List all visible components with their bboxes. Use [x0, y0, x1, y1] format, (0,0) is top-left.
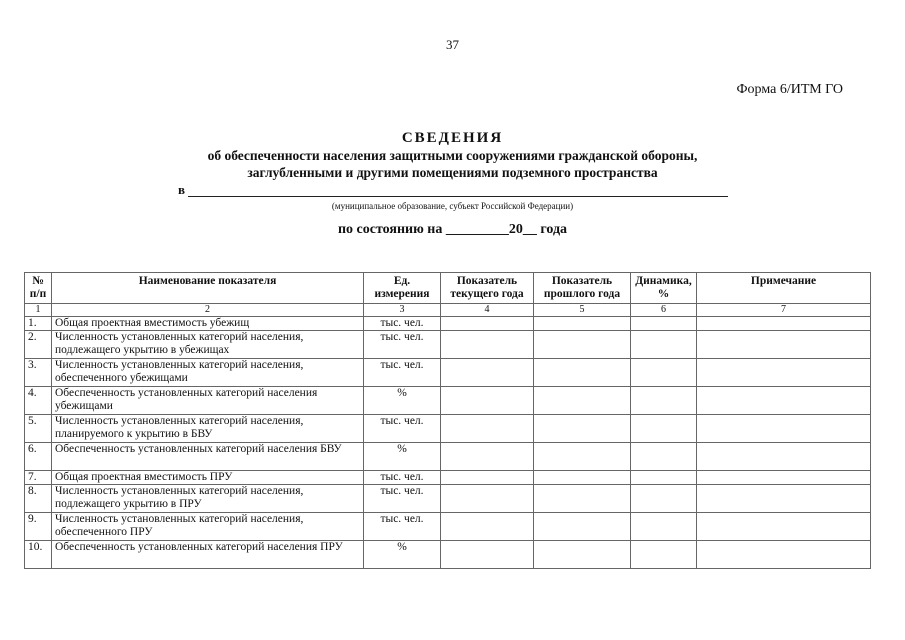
note-cell	[697, 485, 871, 513]
dynamics-cell	[631, 471, 697, 485]
row-name: Численность установленных категорий населения, планируемого к укрытию в БВУ	[52, 415, 364, 443]
previous-year-cell	[534, 485, 631, 513]
row-unit: тыс. чел.	[364, 415, 441, 443]
table-row	[25, 415, 871, 443]
row-number: 4.	[25, 387, 52, 415]
dynamics-cell	[631, 359, 697, 387]
current-year-cell	[441, 541, 534, 569]
column-number: 5	[534, 304, 631, 317]
header-current-year: Показатель текущего года	[441, 273, 534, 304]
note-cell	[697, 513, 871, 541]
current-year-cell	[441, 513, 534, 541]
row-name: Общая проектная вместимость ПРУ	[52, 471, 364, 485]
header-name: Наименование показателя	[52, 273, 364, 304]
row-number: 1.	[25, 317, 52, 331]
dynamics-cell	[631, 443, 697, 471]
row-name: Численность установленных категорий населения, обеспеченного ПРУ	[52, 513, 364, 541]
territory-blank-line	[188, 196, 728, 197]
row-unit: тыс. чел.	[364, 359, 441, 387]
territory-caption: (муниципальное образование, субъект Российской Федерации)	[331, 201, 574, 211]
row-unit: %	[364, 541, 441, 569]
as-of-date: по состоянию на _________20__ года	[337, 222, 568, 237]
row-number: 8.	[25, 485, 52, 513]
row-unit: %	[364, 443, 441, 471]
table-row	[25, 387, 871, 415]
row-name: Численность установленных категорий населения, подлежащего укрытию в убежищах	[52, 331, 364, 359]
previous-year-cell	[534, 471, 631, 485]
row-unit: тыс. чел.	[364, 331, 441, 359]
header-unit: Ед. измерения	[364, 273, 441, 304]
previous-year-cell	[534, 415, 631, 443]
note-cell	[697, 541, 871, 569]
note-cell	[697, 415, 871, 443]
previous-year-cell	[534, 541, 631, 569]
current-year-cell	[441, 387, 534, 415]
row-unit: тыс. чел.	[364, 485, 441, 513]
column-number: 6	[631, 304, 697, 317]
previous-year-cell	[534, 359, 631, 387]
previous-year-cell	[534, 387, 631, 415]
current-year-cell	[441, 359, 534, 387]
row-name: Численность установленных категорий населения, подлежащего укрытию в ПРУ	[52, 485, 364, 513]
dynamics-cell	[631, 485, 697, 513]
document-title: СВЕДЕНИЯ	[401, 130, 504, 146]
table-row	[25, 471, 871, 485]
header-previous-year: Показатель прошлого года	[534, 273, 631, 304]
row-unit: %	[364, 387, 441, 415]
header-num: № п/п	[25, 273, 52, 304]
row-number: 9.	[25, 513, 52, 541]
row-number: 6.	[25, 443, 52, 471]
note-cell	[697, 317, 871, 331]
header-dynamics: Динамика, %	[631, 273, 697, 304]
dynamics-cell	[631, 317, 697, 331]
page-number: 37	[446, 37, 459, 52]
dynamics-cell	[631, 513, 697, 541]
previous-year-cell	[534, 443, 631, 471]
territory-prefix: в	[178, 182, 186, 197]
previous-year-cell	[534, 317, 631, 331]
previous-year-cell	[534, 331, 631, 359]
indicators-table	[24, 272, 871, 569]
header-note: Примечание	[697, 273, 871, 304]
current-year-cell	[441, 443, 534, 471]
territory-line	[178, 182, 738, 200]
table-row	[25, 317, 871, 331]
table-row	[25, 513, 871, 541]
column-number: 2	[52, 304, 364, 317]
current-year-cell	[441, 471, 534, 485]
column-number: 1	[25, 304, 52, 317]
row-name: Обеспеченность установленных категорий населения БВУ	[52, 443, 364, 471]
row-number: 2.	[25, 331, 52, 359]
row-number: 3.	[25, 359, 52, 387]
dynamics-cell	[631, 415, 697, 443]
form-id: Форма 6/ИТМ ГО	[736, 82, 843, 97]
current-year-cell	[441, 485, 534, 513]
column-number: 4	[441, 304, 534, 317]
row-name: Численность установленных категорий населения, обеспеченного убежищами	[52, 359, 364, 387]
row-name: Общая проектная вместимость убежищ	[52, 317, 364, 331]
table-row	[25, 331, 871, 359]
row-number: 10.	[25, 541, 52, 569]
subtitle-line-1: об обеспеченности населения защитными сооружениями гражданской обороны,	[207, 148, 698, 163]
note-cell	[697, 443, 871, 471]
note-cell	[697, 387, 871, 415]
current-year-cell	[441, 331, 534, 359]
previous-year-cell	[534, 513, 631, 541]
table-header-row	[25, 273, 871, 304]
note-cell	[697, 471, 871, 485]
column-numbers-row	[25, 304, 871, 317]
table-row	[25, 359, 871, 387]
column-number: 3	[364, 304, 441, 317]
dynamics-cell	[631, 541, 697, 569]
row-number: 7.	[25, 471, 52, 485]
current-year-cell	[441, 317, 534, 331]
row-unit: тыс. чел.	[364, 471, 441, 485]
row-unit: тыс. чел.	[364, 513, 441, 541]
table-row	[25, 541, 871, 569]
note-cell	[697, 359, 871, 387]
table-row	[25, 443, 871, 471]
subtitle-line-2: заглубленными и другими помещениями подземного пространства	[247, 165, 658, 180]
dynamics-cell	[631, 387, 697, 415]
row-unit: тыс. чел.	[364, 317, 441, 331]
row-number: 5.	[25, 415, 52, 443]
row-name: Обеспеченность установленных категорий населения убежищами	[52, 387, 364, 415]
column-number: 7	[697, 304, 871, 317]
note-cell	[697, 331, 871, 359]
table-row	[25, 485, 871, 513]
row-name: Обеспеченность установленных категорий населения ПРУ	[52, 541, 364, 569]
dynamics-cell	[631, 331, 697, 359]
current-year-cell	[441, 415, 534, 443]
